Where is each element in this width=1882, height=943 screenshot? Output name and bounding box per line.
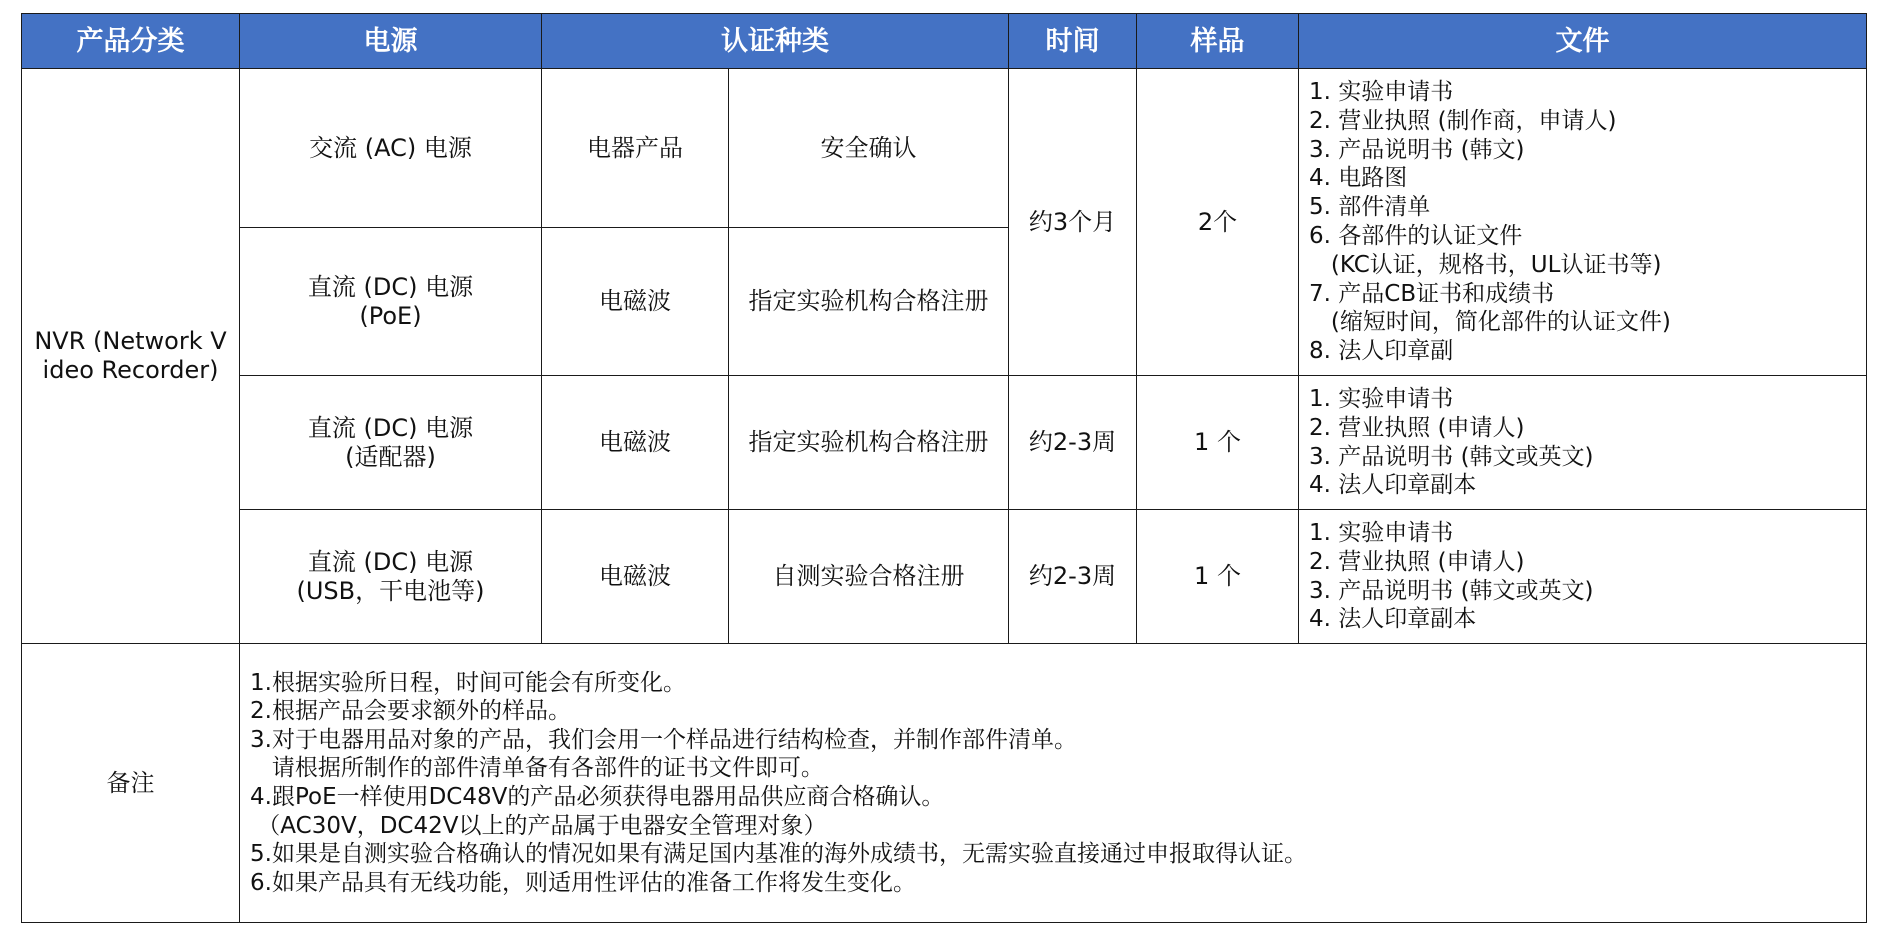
files-list	[1299, 70, 1866, 374]
power-cell	[240, 69, 542, 228]
power-label: 直流 (DC) 电源 (PoE)	[307, 272, 474, 330]
cert-category: 电磁波	[599, 562, 671, 590]
note-item: （AC30V，DC42V以上的产品属于电器安全管理对象）	[250, 812, 827, 839]
power-label: 交流 (AC) 电源	[309, 133, 472, 162]
time-cell	[1009, 376, 1137, 510]
file-item: 7. 产品CB证书和成绩书	[1309, 280, 1555, 307]
cert-category: 电器产品	[587, 133, 683, 162]
note-item: 5.如果是自测实验合格确认的情况如果有满足国内基准的海外成绩书，无需实验直接通过申报取得认证。	[250, 841, 1307, 868]
file-item: 2. 营业执照 (制作商，申请人)	[1309, 107, 1617, 134]
sample-value: 1 个	[1194, 562, 1241, 590]
sample-cell	[1137, 510, 1299, 644]
cert-name-cell	[729, 228, 1009, 376]
file-item: 8. 法人印章副	[1309, 338, 1454, 365]
time-value: 约2-3周	[1028, 562, 1117, 590]
header-row	[22, 14, 1867, 69]
cert-category: 电磁波	[599, 287, 671, 315]
table-row-dc-adapter	[22, 376, 1867, 510]
header-sample: 样品	[1137, 14, 1299, 69]
power-label: 直流 (DC) 电源 (USB，干电池等)	[296, 547, 485, 605]
time-value: 约2-3周	[1028, 428, 1117, 456]
files-cell	[1299, 69, 1867, 376]
note-item: 1.根据实验所日程，时间可能会有所变化。	[250, 669, 686, 696]
file-item: 5. 部件清单	[1309, 194, 1431, 221]
note-item: 4.跟PoE一样使用DC48V的产品必须获得电器用品供应商合格确认。	[250, 784, 945, 810]
power-cell	[240, 228, 542, 376]
notes-cell	[240, 644, 1867, 923]
file-item: 3. 产品说明书 (韩文)	[1309, 136, 1525, 163]
file-item: (KC认证，规格书，UL认证书等)	[1309, 251, 1662, 278]
cert-name-cell	[729, 510, 1009, 644]
sample-cell	[1137, 376, 1299, 510]
note-item: 请根据所制作的部件清单备有各部件的证书文件即可。	[250, 755, 824, 782]
sample-value: 1 个	[1194, 428, 1241, 456]
table-row-dc-usb	[22, 510, 1867, 644]
files-cell	[1299, 510, 1867, 644]
file-item: 1. 实验申请书	[1309, 385, 1454, 412]
file-item: 2. 营业执照 (申请人)	[1309, 548, 1525, 575]
header-files: 文件	[1299, 14, 1867, 69]
time-cell	[1009, 69, 1137, 376]
notes-label: 备注	[106, 768, 155, 797]
power-cell	[240, 376, 542, 510]
cert-category-cell	[542, 228, 729, 376]
note-item: 2.根据产品会要求额外的样品。	[250, 698, 571, 725]
file-item: 1. 实验申请书	[1309, 519, 1454, 546]
header-category: 产品分类	[22, 14, 240, 69]
file-item: 4. 电路图	[1309, 165, 1408, 192]
power-label: 直流 (DC) 电源 (适配器)	[307, 413, 474, 471]
files-list	[1299, 511, 1866, 642]
file-item: 3. 产品说明书 (韩文或英文)	[1309, 443, 1594, 470]
file-item: 4. 法人印章副本	[1309, 606, 1477, 633]
cert-name-cell	[729, 69, 1009, 228]
cert-name: 指定实验机构合格注册	[748, 428, 989, 456]
cert-name: 安全确认	[820, 133, 917, 162]
file-item: 4. 法人印章副本	[1309, 472, 1477, 499]
cert-name: 指定实验机构合格注册	[748, 287, 989, 315]
notes-label-cell	[22, 644, 240, 923]
sample-value: 2个	[1197, 207, 1238, 236]
notes-list	[240, 655, 1866, 912]
file-item: 2. 营业执照 (申请人)	[1309, 414, 1525, 441]
file-item: 3. 产品说明书 (韩文或英文)	[1309, 577, 1594, 604]
header-time: 时间	[1009, 14, 1137, 69]
table-row-ac	[22, 69, 1867, 228]
cert-category: 电磁波	[599, 428, 671, 456]
cert-category-cell	[542, 376, 729, 510]
header-cert-type: 认证种类	[542, 14, 1009, 69]
note-item: 6.如果产品具有无线功能，则适用性评估的准备工作将发生变化。	[250, 869, 916, 896]
cert-name-cell	[729, 376, 1009, 510]
cert-category-cell	[542, 69, 729, 228]
file-item: 1. 实验申请书	[1309, 79, 1454, 106]
files-cell	[1299, 376, 1867, 510]
product-name: NVR (Network V ideo Recorder)	[34, 327, 227, 384]
file-item: 6. 各部件的认证文件	[1309, 223, 1523, 249]
time-value: 约3个月	[1028, 207, 1117, 236]
certification-table	[21, 13, 1867, 923]
power-cell	[240, 510, 542, 644]
cert-category-cell	[542, 510, 729, 644]
sample-cell	[1137, 69, 1299, 376]
header-power: 电源	[240, 14, 542, 69]
notes-row	[22, 644, 1867, 923]
files-list	[1299, 377, 1866, 508]
cert-name: 自测实验合格注册	[772, 562, 965, 590]
time-cell	[1009, 510, 1137, 644]
product-cell	[22, 69, 240, 644]
file-item: (缩短时间，简化部件的认证文件)	[1309, 309, 1671, 336]
note-item: 3.对于电器用品对象的产品，我们会用一个样品进行结构检查，并制作部件清单。	[250, 726, 1077, 753]
